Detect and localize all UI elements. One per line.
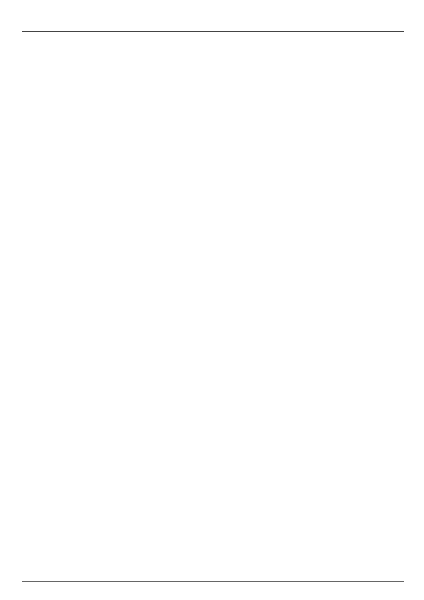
copyright-sidebar [4, 140, 14, 440]
footer-rule [22, 581, 404, 582]
figure-6 [132, 14, 408, 296]
